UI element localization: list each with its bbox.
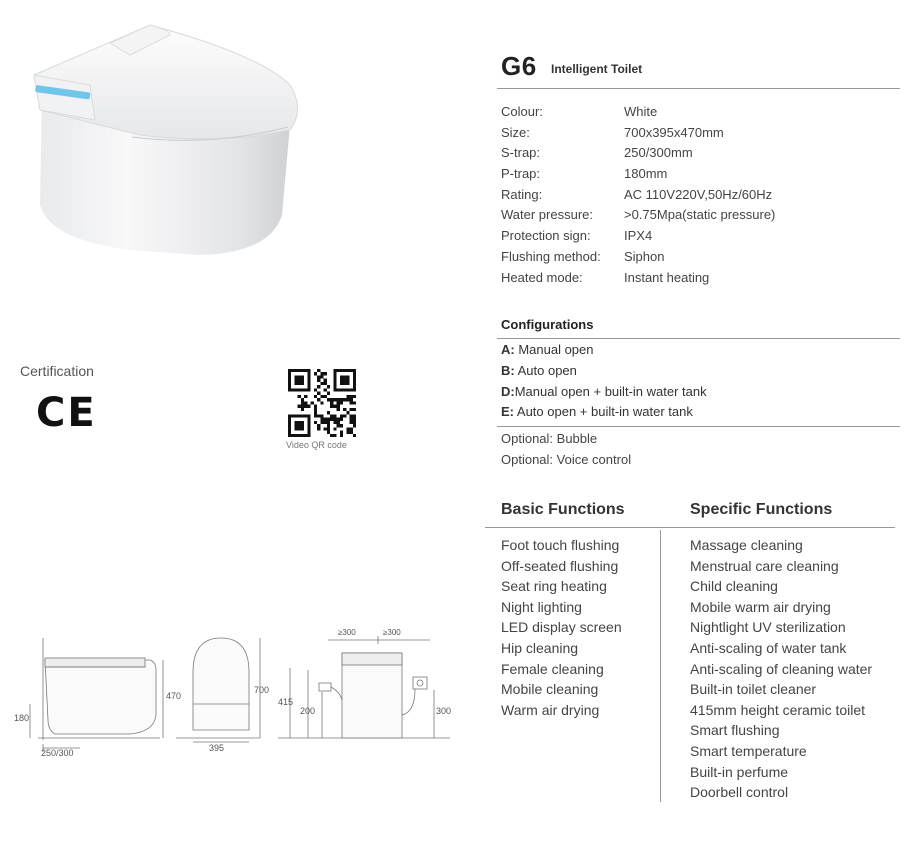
specific-function: Menstrual care cleaning (690, 557, 839, 574)
specific-functions-list (690, 537, 872, 805)
config-b (501, 363, 707, 384)
configuration-list (501, 342, 707, 425)
specific-function: 415mm height ceramic toilet (690, 701, 866, 718)
spec-label: Size: (501, 124, 530, 140)
config-text: Manual open + built-in water tank (514, 383, 707, 399)
ptrap-label: 180 (14, 713, 30, 723)
spec-label: Flushing method: (501, 248, 601, 264)
specific-function: Nightlight UV sterilization (690, 619, 846, 636)
basic-function: Off-seated flushing (501, 557, 619, 574)
specific-function: Built-in toilet cleaner (690, 681, 817, 698)
ce-mark: CE (36, 390, 97, 436)
spec-value: >0.75Mpa(static pressure) (624, 207, 776, 223)
spec-value: 250/300mm (624, 145, 693, 161)
specific-function: Massage cleaning (690, 537, 803, 553)
dimension-drawings (10, 620, 480, 770)
spec-value: Siphon (624, 248, 665, 264)
spec-label: Heated mode: (501, 269, 583, 285)
heading-divider (497, 88, 900, 89)
side-height-label: 470 (166, 691, 182, 701)
basic-function: Seat ring heating (501, 578, 607, 595)
basic-function: Night lighting (501, 598, 582, 615)
spec-label: P-trap: (501, 166, 541, 182)
config-text: Manual open (514, 342, 594, 357)
spec-value: White (624, 104, 658, 119)
specific-function: Anti-scaling of cleaning water (690, 660, 873, 677)
spec-row-heated (501, 270, 775, 291)
optional-voice-control: Optional: Voice control (501, 452, 632, 467)
basic-function: Female cleaning (501, 660, 604, 677)
spec-table (501, 104, 775, 290)
spec-row-size (501, 125, 775, 146)
install-view-drawing (278, 628, 451, 738)
spec-row-water-pressure (501, 207, 775, 228)
video-qr-code[interactable] (288, 369, 356, 437)
config-text: Auto open (514, 362, 577, 378)
config-e (501, 404, 707, 425)
config-text: Auto open + built-in water tank (514, 404, 693, 420)
config-a (501, 342, 707, 363)
front-view-drawing (176, 638, 269, 753)
specific-function: Smart temperature (690, 742, 807, 759)
basic-functions-title: Basic Functions (501, 501, 625, 518)
basic-function: Warm air drying (501, 701, 600, 718)
config-key: E: (501, 404, 514, 420)
configurations-title: Configurations (501, 317, 594, 332)
spec-value: 700x395x470mm (624, 124, 724, 140)
configurations-divider (497, 338, 900, 339)
front-length-label: 700 (254, 685, 270, 695)
specific-function: Child cleaning (690, 578, 778, 595)
basic-function: Hip cleaning (501, 639, 579, 656)
functions-column-divider (660, 530, 661, 802)
spec-label: Water pressure: (501, 207, 593, 223)
qr-caption: Video QR code (286, 440, 347, 450)
config-d (501, 384, 707, 405)
config-key: D: (501, 383, 515, 399)
spec-label: Colour: (501, 104, 543, 119)
clearance-left-label: ≥300 (338, 628, 356, 637)
optional-bubble: Optional: Bubble (501, 431, 598, 446)
front-width-label: 395 (209, 743, 225, 753)
basic-function: LED display screen (501, 619, 622, 636)
inlet-height-label: 200 (300, 706, 316, 716)
spec-value: Instant heating (624, 269, 710, 285)
config-key: A: (501, 342, 515, 357)
spec-row-rating (501, 187, 775, 208)
spec-value: AC 110V220V,50Hz/60Hz (624, 186, 773, 202)
strap-label: 250/300 (41, 748, 74, 758)
specific-function: Built-in perfume (690, 763, 789, 780)
specific-function: Mobile warm air drying (690, 598, 831, 615)
config-key: B: (501, 362, 515, 378)
spec-value: IPX4 (624, 228, 653, 244)
spec-label: Rating: (501, 186, 543, 202)
model-name: G6 (501, 51, 537, 81)
specific-function: Smart flushing (690, 722, 780, 739)
product-subtitle: Intelligent Toilet (551, 62, 643, 76)
specific-functions-title: Specific Functions (690, 501, 833, 518)
spec-row-protection (501, 228, 775, 249)
spec-value: 180mm (624, 166, 668, 182)
optional-list (501, 431, 631, 473)
spec-label: S-trap: (501, 145, 541, 161)
side-view-drawing (14, 638, 181, 758)
basic-functions-list (501, 537, 622, 722)
spec-row-flushing (501, 249, 775, 270)
certification-title: Certification (20, 363, 94, 379)
spec-row-colour (501, 104, 775, 125)
clearance-right-label: ≥300 (383, 628, 401, 637)
specific-function: Doorbell control (690, 784, 789, 801)
spec-row-p-trap (501, 166, 775, 187)
basic-function: Foot touch flushing (501, 537, 620, 553)
outlet-height-label: 300 (436, 706, 452, 716)
basic-function: Mobile cleaning (501, 681, 599, 698)
product-image (20, 15, 305, 270)
spec-row-s-trap (501, 145, 775, 166)
spec-label: Protection sign: (501, 228, 591, 244)
specific-function: Anti-scaling of water tank (690, 639, 847, 656)
optional-divider (497, 426, 900, 427)
functions-divider (485, 527, 895, 528)
seat-height-label: 415 (278, 697, 294, 707)
